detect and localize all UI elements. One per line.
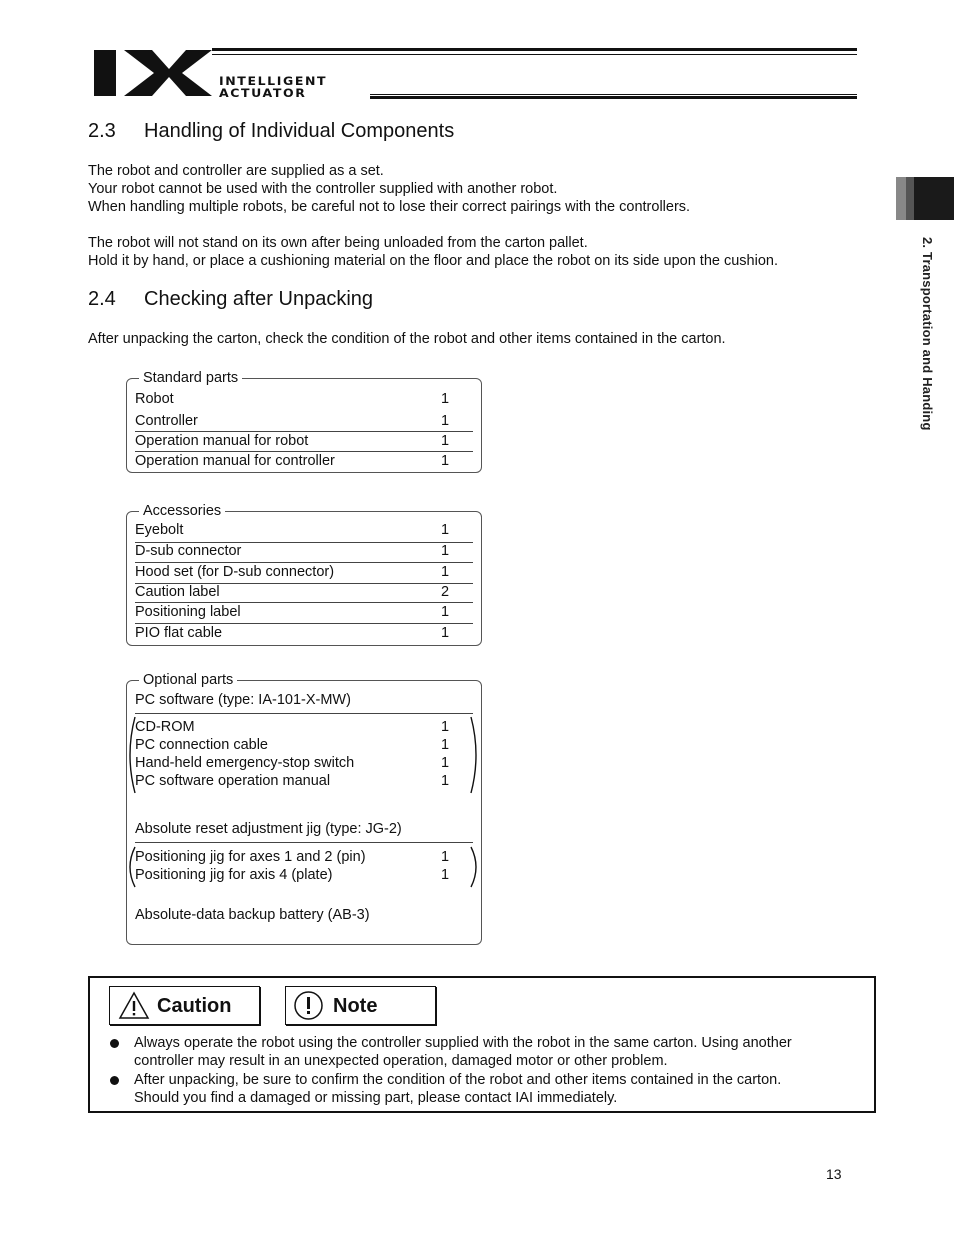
standard-parts-title: Standard parts: [139, 369, 242, 387]
list-item: PIO flat cable 1: [135, 625, 450, 641]
caution-note-box: [88, 976, 876, 1113]
battery-item: Absolute-data backup battery (AB-3): [135, 907, 370, 923]
caution-line: controller may result in an unexpected operation, damaged motor or other problem.: [134, 1053, 668, 1069]
list-item: PC software operation manual 1: [135, 773, 450, 789]
paragraph-line: Hold it by hand, or place a cushioning material on the floor and place the robot on its side upon the cushion.: [88, 253, 778, 269]
heading-2-3-title: Handling of Individual Components: [144, 120, 455, 142]
list-item: Operation manual for robot 1: [135, 433, 450, 449]
header-rule-top-thin: [212, 54, 857, 55]
list-item: Positioning label 1: [135, 604, 450, 620]
logo-text-intelligent: INTELLIGENT: [219, 73, 328, 88]
list-item: Controller 1: [135, 413, 450, 429]
list-item: Caution label 2: [135, 584, 450, 600]
list-item: Hood set (for D-sub connector) 1: [135, 564, 450, 580]
ix-logo-mark: [94, 48, 212, 98]
list-item: Positioning jig for axis 4 (plate) 1: [135, 867, 450, 883]
caution-item: [134, 1034, 792, 1070]
list-item: D-sub connector 1: [135, 543, 450, 559]
page-number: 13: [826, 1166, 842, 1182]
paragraph-line: Your robot cannot be used with the controller supplied with another robot.: [88, 181, 558, 197]
note-label-box: [285, 986, 436, 1025]
paragraph-pairing: [88, 162, 690, 216]
header-rule-bottom-thick: [370, 96, 857, 99]
caution-item: [134, 1071, 781, 1107]
paragraph-line: When handling multiple robots, be careful not to lose their correct pairings with the controllers.: [88, 199, 691, 215]
standard-parts-box: [126, 370, 482, 473]
paragraph-standing: [88, 234, 778, 270]
optional-parts-title: Optional parts: [139, 671, 237, 689]
paragraph-line: The robot will not stand on its own after being unloaded from the carton pallet.: [88, 235, 588, 251]
logo-text-actuator: ACTUATOR: [219, 85, 307, 100]
accessories-box: [126, 503, 482, 646]
accessories-title: Accessories: [139, 502, 225, 520]
chapter-tab-label: 2. Transportation and Handing: [920, 237, 935, 431]
row-divider: [135, 842, 473, 843]
header-rule-top-thick: [212, 48, 857, 51]
heading-2-4: [88, 288, 373, 311]
row-divider: [135, 713, 473, 714]
caution-line: Always operate the robot using the controller supplied with the robot in the same carton. Using another: [134, 1035, 792, 1051]
caution-line: After unpacking, be sure to confirm the condition of the robot and other items contained in the carton.: [134, 1072, 782, 1088]
heading-2-3-number: 2.3: [88, 120, 116, 142]
paragraph-intro: [88, 330, 726, 348]
heading-2-4-title: Checking after Unpacking: [144, 288, 374, 310]
list-item: Operation manual for controller 1: [135, 453, 450, 469]
paragraph-line: The robot and controller are supplied as a set.: [88, 163, 384, 179]
heading-2-4-number: 2.4: [88, 288, 116, 310]
list-item: Eyebolt 1: [135, 522, 450, 538]
caution-line: Should you find a damaged or missing part, please contact IAI immediately.: [134, 1090, 618, 1106]
paragraph-line: After unpacking the carton, check the condition of the robot and other items contained in the carton.: [88, 331, 726, 347]
exclamation-circle-icon: [293, 990, 324, 1021]
caution-label: Caution: [157, 995, 232, 1017]
heading-2-3: [88, 120, 454, 143]
list-item: PC connection cable 1: [135, 737, 450, 753]
list-item: Robot 1: [135, 391, 450, 407]
pc-software-heading: PC software (type: IA-101-X-MW): [135, 692, 351, 708]
optional-parts-box: [126, 672, 482, 945]
list-item: Positioning jig for axes 1 and 2 (pin) 1: [135, 849, 450, 865]
jig-heading: Absolute reset adjustment jig (type: JG-2): [135, 821, 402, 837]
bullet-dot: [110, 1076, 119, 1085]
list-item: Hand-held emergency-stop switch 1: [135, 755, 450, 771]
bullet-dot: [110, 1039, 119, 1048]
list-item: CD-ROM 1: [135, 719, 450, 735]
header-rule-bottom-thin: [370, 94, 857, 95]
caution-label-box: [109, 986, 260, 1025]
note-label: Note: [333, 995, 378, 1017]
warning-triangle-icon: [118, 991, 150, 1020]
